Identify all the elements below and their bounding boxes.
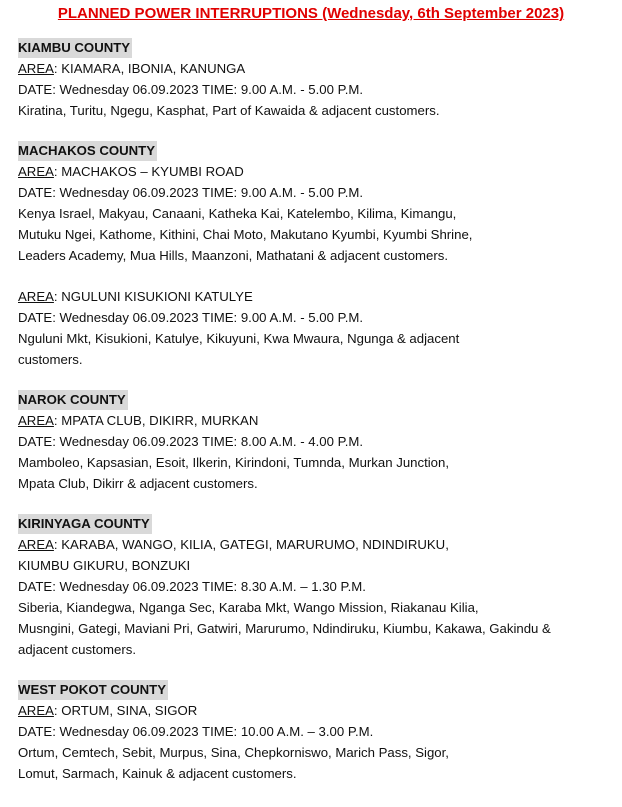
area-value: : NGULUNI KISUKIONI KATULYE	[53, 289, 253, 304]
date-time-line: DATE: Wednesday 06.09.2023 TIME: 9.00 A.M. - 5.00 P.M.	[18, 185, 364, 200]
area-line	[18, 410, 604, 431]
places-line: Leaders Academy, Mua Hills, Maanzoni, Mathatani & adjacent customers.	[18, 248, 449, 263]
places-line: customers.	[18, 352, 83, 367]
area-line-continued: KIUMBU GIKURU, BONZUKI	[18, 558, 191, 573]
area-value: : ORTUM, SINA, SIGOR	[53, 703, 198, 718]
area-value: : KIAMARA, IBONIA, KANUNGA	[53, 61, 246, 76]
places-line: Nguluni Mkt, Kisukioni, Katulye, Kikuyuni, Kwa Mwaura, Ngunga & adjacent	[18, 331, 460, 346]
county-section-kirinyaga	[18, 514, 604, 660]
date-time-line: DATE: Wednesday 06.09.2023 TIME: 9.00 A.M. - 5.00 P.M.	[18, 310, 364, 325]
county-heading: WEST POKOT COUNTY	[18, 680, 168, 700]
places-line: adjacent customers.	[18, 642, 137, 657]
places-line: Siberia, Kiandegwa, Nganga Sec, Karaba Mkt, Wango Mission, Riakanau Kilia,	[18, 600, 479, 615]
area-value: : KARABA, WANGO, KILIA, GATEGI, MARURUMO, NDINDIRUKU,	[53, 537, 449, 552]
date-time-line: DATE: Wednesday 06.09.2023 TIME: 8.30 A.M. – 1.30 P.M.	[18, 579, 366, 594]
places-line: Musngini, Gategi, Maviani Pri, Gatwiri, Marurumo, Ndindiruku, Kiumbu, Kakawa, Gakindu &	[18, 621, 551, 636]
area-value: : MACHAKOS – KYUMBI ROAD	[53, 164, 244, 179]
county-heading: NAROK COUNTY	[18, 390, 128, 410]
area-line	[18, 700, 604, 721]
area-label: AREA	[18, 537, 54, 552]
places-line: Mutuku Ngei, Kathome, Kithini, Chai Moto, Makutano Kyumbi, Kyumbi Shrine,	[18, 227, 473, 242]
places-line: Ortum, Cemtech, Sebit, Murpus, Sina, Chepkorniswo, Marich Pass, Sigor,	[18, 745, 449, 760]
date-time-line: DATE: Wednesday 06.09.2023 TIME: 10.00 A.M. – 3.00 P.M.	[18, 724, 374, 739]
places-line: Kenya Israel, Makyau, Canaani, Katheka Kai, Katelembo, Kilima, Kimangu,	[18, 206, 457, 221]
date-time-line: DATE: Wednesday 06.09.2023 TIME: 8.00 A.M. - 4.00 P.M.	[18, 434, 364, 449]
area-value: : MPATA CLUB, DIKIRR, MURKAN	[53, 413, 259, 428]
county-heading: KIRINYAGA COUNTY	[18, 514, 152, 534]
area-label: AREA	[18, 61, 54, 76]
places-line: Kiratina, Turitu, Ngegu, Kasphat, Part of Kawaida & adjacent customers.	[18, 103, 440, 118]
county-section-narok	[18, 390, 604, 494]
county-section-machakos	[18, 141, 604, 266]
area-line	[18, 286, 604, 307]
area-line	[18, 161, 604, 182]
county-heading: MACHAKOS COUNTY	[18, 141, 157, 161]
county-heading: KIAMBU COUNTY	[18, 38, 132, 58]
area-label: AREA	[18, 703, 54, 718]
area-line	[18, 534, 604, 555]
date-time-line: DATE: Wednesday 06.09.2023 TIME: 9.00 A.M. - 5.00 P.M.	[18, 82, 364, 97]
area-line	[18, 58, 604, 79]
page-title: PLANNED POWER INTERRUPTIONS (Wednesday, 6th September 2023)	[57, 5, 565, 22]
county-section-west-pokot	[18, 680, 604, 784]
county-section-kiambu	[18, 38, 604, 121]
area-label: AREA	[18, 289, 54, 304]
places-line: Mpata Club, Dikirr & adjacent customers.	[18, 476, 258, 491]
places-line: Lomut, Sarmach, Kainuk & adjacent customers.	[18, 766, 297, 781]
places-line: Mamboleo, Kapsasian, Esoit, Ilkerin, Kirindoni, Tumnda, Murkan Junction,	[18, 455, 450, 470]
area-label: AREA	[18, 413, 54, 428]
area-section-nguluni	[18, 286, 604, 370]
area-label: AREA	[18, 164, 54, 179]
